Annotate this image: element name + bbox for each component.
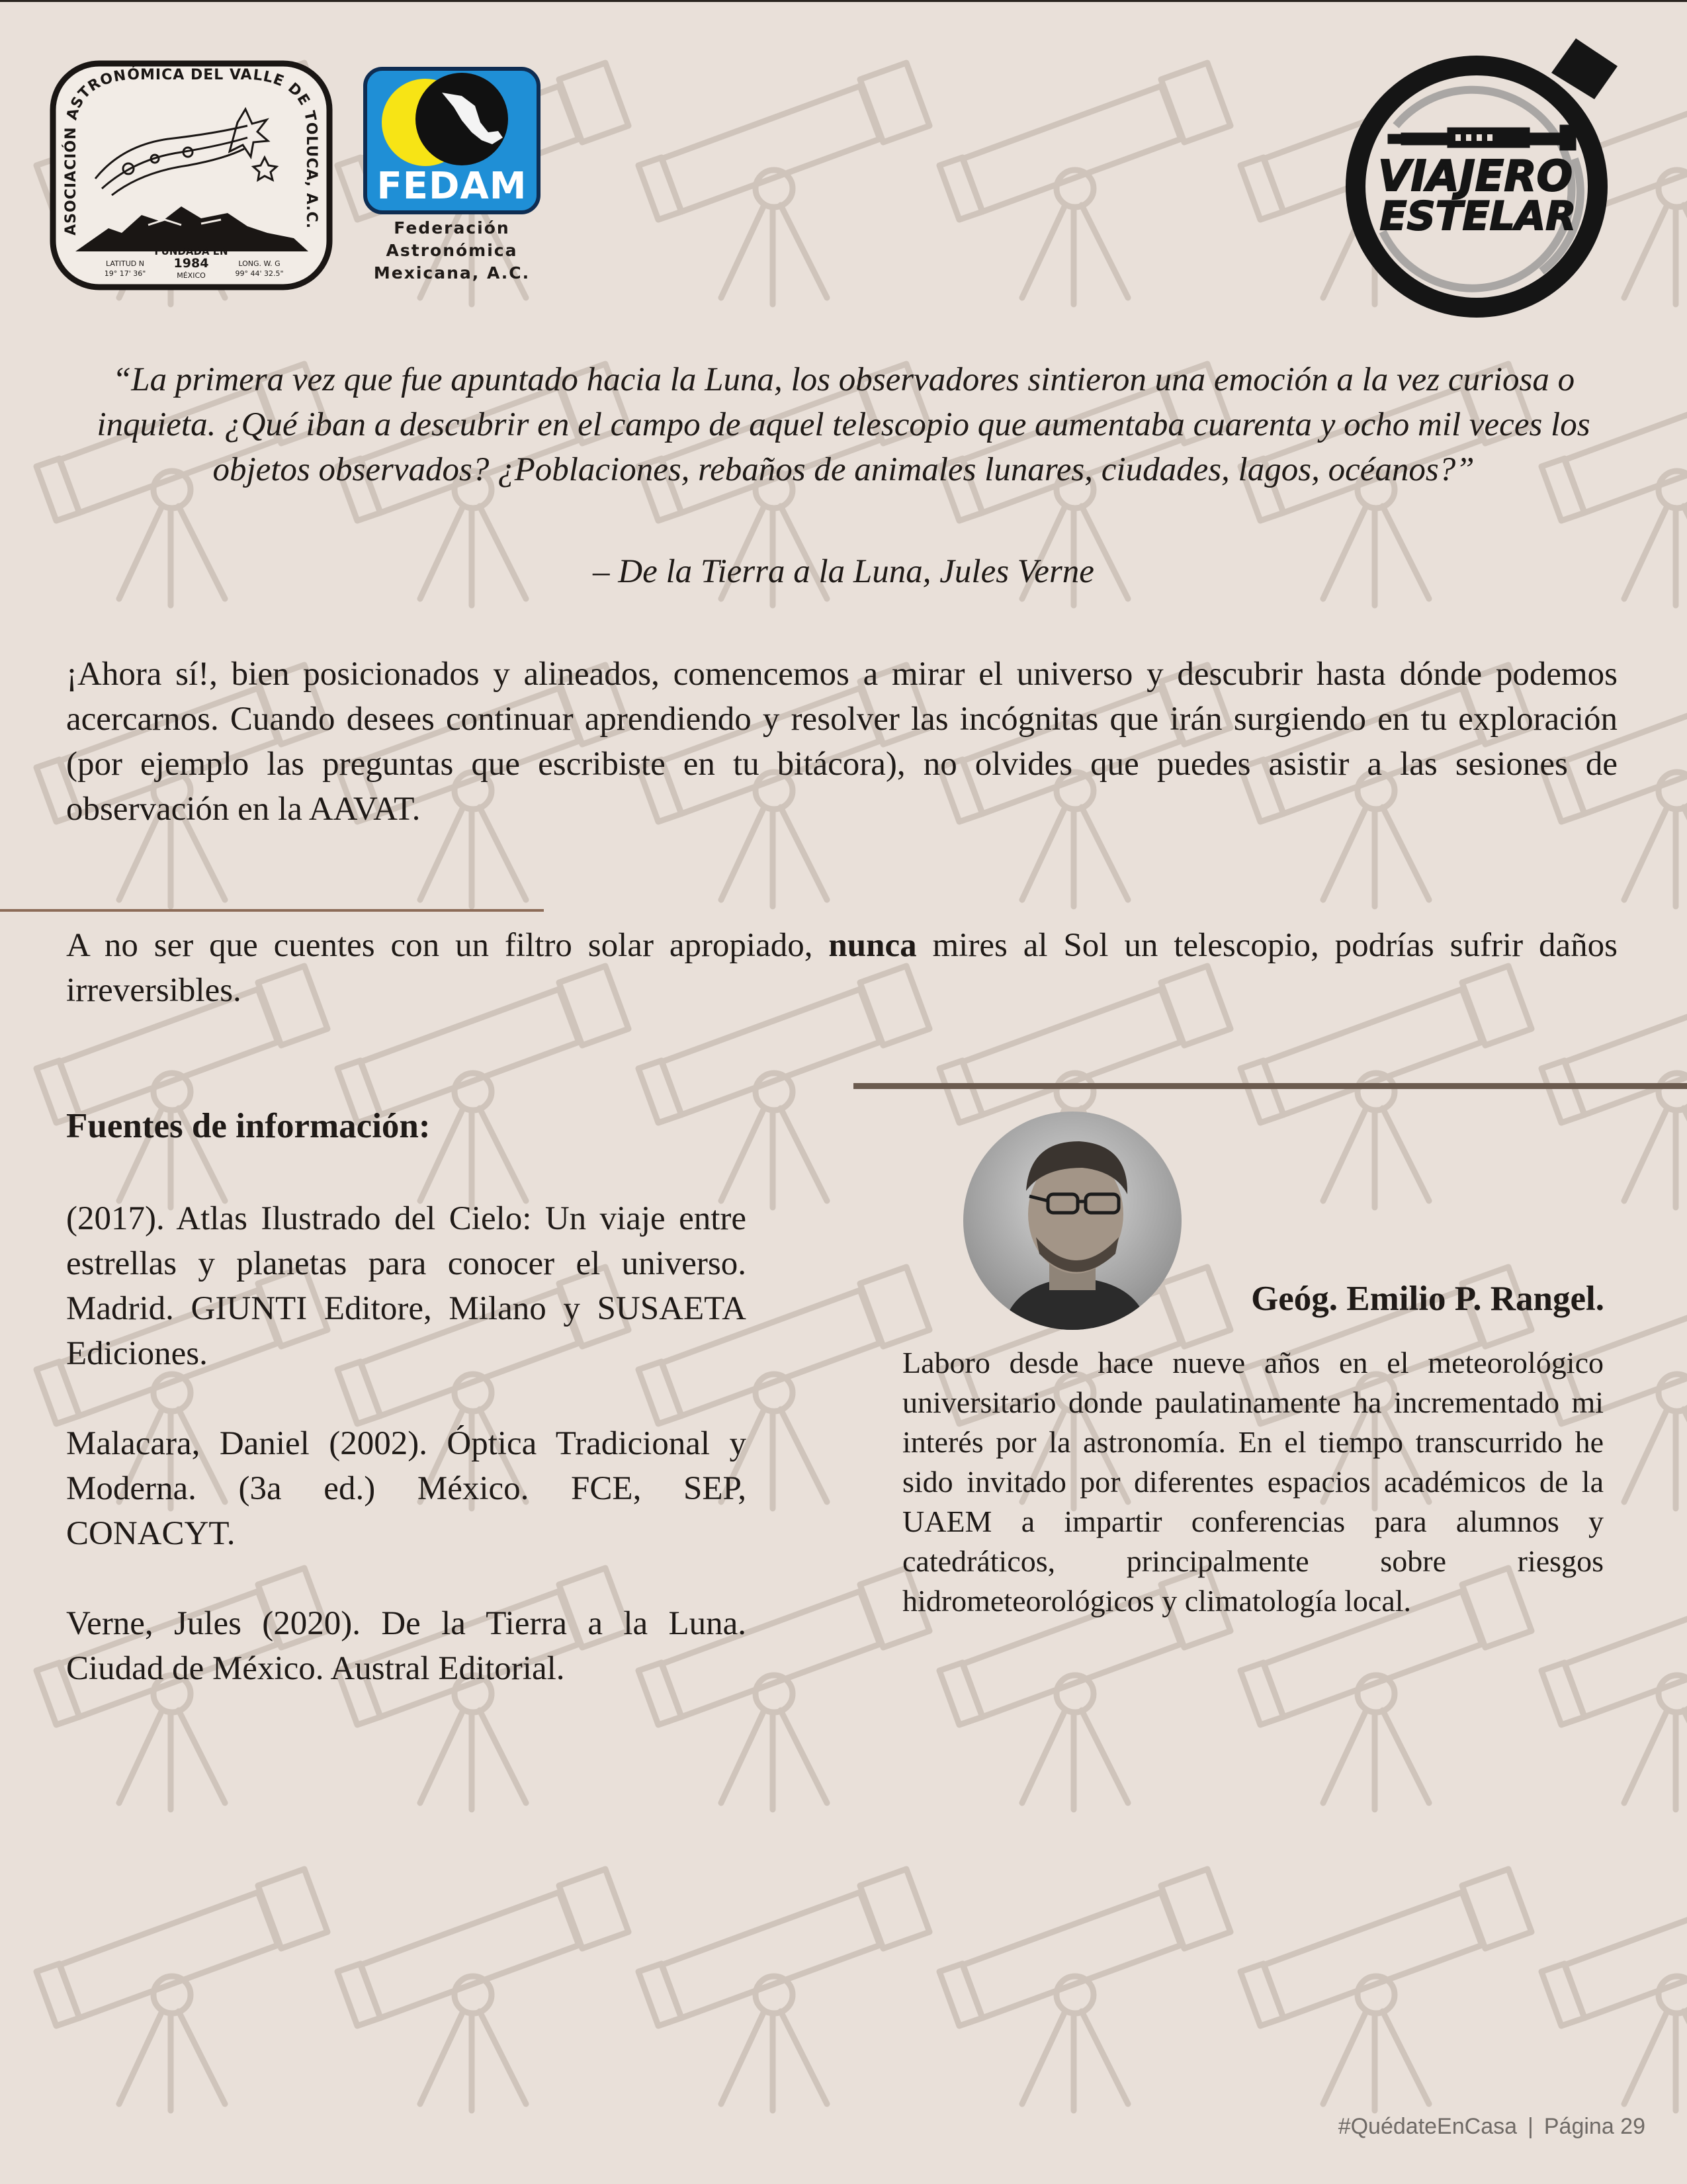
fedam-caption <box>363 217 541 284</box>
telescope-watermark-tile <box>337 1869 628 2111</box>
warning-text-before: A no ser que cuentes con un filtro solar apropiado, <box>66 927 829 964</box>
aavat-logo <box>49 60 333 291</box>
divider-left <box>0 909 544 912</box>
telescope-watermark-tile <box>36 1869 327 2111</box>
viajero-line1: VIAJERO <box>1377 152 1573 201</box>
author-name: Geóg. Emilio P. Rangel. <box>1251 1280 1604 1318</box>
sun-warning-paragraph <box>66 923 1618 1013</box>
telescope-watermark-tile <box>1541 1869 1687 2111</box>
aavat-founded-label: FUNDADA EN <box>154 245 228 257</box>
intro-paragraph: ¡Ahora sí!, bien posicionados y alineados, comencemos a mirar el universo y descubrir hasta dónde podemos acercarnos. Cuando desees continuar aprendiendo y resolver las incógnitas que irán surgiendo en tu exploración (por ejemplo las preguntas que escribiste en tu bitácora), no olvides que puedes asistir a las sesiones de observación en la AAVAT. <box>66 656 1618 828</box>
aavat-lat-value: 19° 17' 36" <box>104 269 146 278</box>
viajero-estelar-logo <box>1330 33 1627 328</box>
warning-emphasis: nunca <box>828 927 917 964</box>
aavat-lat-label: LATITUD N <box>106 259 144 268</box>
sources-list <box>66 1196 746 1736</box>
source-entry: Malacara, Daniel (2002). Óptica Tradicional y Moderna. (3a ed.) México. FCE, SEP, CONACYT. <box>66 1425 746 1552</box>
author-avatar <box>963 1112 1182 1330</box>
telescope-watermark-tile <box>638 63 930 304</box>
verne-quote: “La primera vez que fue apuntado hacia la Luna, los observadores sintieron una emoción a la vez curiosa o inquieta. ¿Qué iban a descubrir en el campo de aquel telescopio que aumentaba cuarenta y ocho mil veces los objetos observados? ¿Poblaciones, rebaños de animales lunares, ciudades, lagos, océanos?” <box>97 361 1590 488</box>
footer-separator: | <box>1528 2114 1534 2139</box>
fedam-acronym: FEDAM <box>376 165 527 208</box>
aavat-long-value: 99° 44' 32.5" <box>235 269 284 278</box>
fedam-logo <box>363 66 541 291</box>
telescope-watermark-tile <box>939 63 1231 304</box>
fedam-emblem <box>363 66 541 215</box>
author-bio: Laboro desde hace nueve años en el meteorológico universitario donde paulatinamente ha incrementado mi interés por la astronomía. En el tiempo transcurrido he sido invitado por diferentes espacios académicos de la UAEM a impartir conferencias para alumnos y catedráticos, principalmente sobre riesgos hidrometeorológicos y climatología local. <box>902 1346 1604 1618</box>
sources-heading: Fuentes de información: <box>66 1107 431 1145</box>
aavat-ring-text: ASOCIACIÓN ASTRONÓMICA DEL VALLE DE TOLUCA, A.C. <box>63 67 320 236</box>
footer-hashtag: #QuédateEnCasa <box>1338 2114 1518 2139</box>
telescope-watermark-tile <box>1240 1869 1532 2111</box>
fedam-caption-line: Federación <box>394 218 510 238</box>
aavat-founded-year: 1984 <box>173 256 209 271</box>
telescope-watermark-tile <box>638 1869 930 2111</box>
divider-right <box>853 1083 1687 1089</box>
page-footer <box>1338 2114 1645 2140</box>
source-entry: Verne, Jules (2020). De la Tierra a la Luna. Ciudad de México. Austral Editorial. <box>66 1605 746 1687</box>
telescope-watermark-tile <box>939 1869 1231 2111</box>
aavat-long-label: LONG. W. G <box>238 259 281 268</box>
fedam-caption-line: Mexicana, A.C. <box>373 263 531 283</box>
fedam-caption-line: Astronómica <box>386 241 518 260</box>
warning-text-after: mires al Sol un telescopio, podrías sufrir daños irreversibles. <box>66 927 1618 1009</box>
viajero-line2: ESTELAR <box>1379 193 1577 240</box>
page-number: Página 29 <box>1543 2114 1645 2139</box>
source-entry: (2017). Atlas Ilustrado del Cielo: Un viaje entre estrellas y planetas para conocer el universo. Madrid. GIUNTI Editore, Milano y SUSAETA Ediciones. <box>66 1200 746 1372</box>
aavat-founded-place: MÉXICO <box>177 271 206 280</box>
quote-attribution: – De la Tierra a la Luna, Jules Verne <box>593 553 1094 590</box>
